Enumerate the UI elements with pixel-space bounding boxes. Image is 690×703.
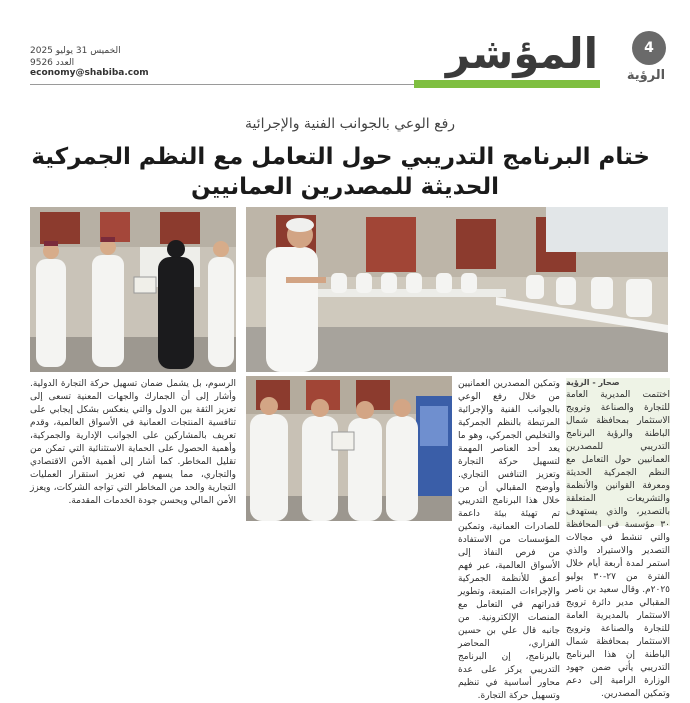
- photo-award-handover: [30, 207, 236, 372]
- issue-date: الخميس 31 يوليو 2025: [30, 46, 121, 56]
- article-paragraph: الرسوم، بل يشمل ضمان تسهيل حركة التجارة الدولية. وأشار إلى أن الجمارك والجهات المعنية تسعى إلى تعزيز الثقة بين الدول والتي ينعكس بشكل إيجابي على تنافسية المنتجات العمانية في الأسواق العالمية، وقدم تعريف بالمشاركين على الجوانب الإدارية والجمركية، وأهمية الحصول على الحماية الاستثنائية التي تمكن من تقليل المخاطر. كما أشار إلى أهمية الأمن الاقتصادي والتجاري، مما يسهم في تعزيز استقرار العمليات التجارية والحد من المخاطر التي تواجه الشركات، ويعزز الأمن المالي ويحسن جودة الخدمات المقدمة.: [30, 379, 236, 506]
- photo-training-hall: [246, 207, 668, 372]
- section-title: المؤشر: [445, 29, 598, 78]
- article-headline-line-2: الحديثة للمصدرين العمانيين: [190, 174, 499, 200]
- section-email[interactable]: economy@shabiba.com: [30, 68, 149, 78]
- newspaper-logo: الرؤية: [626, 68, 666, 83]
- article-column-1: [566, 378, 670, 699]
- issue-number: العدد 9526: [30, 58, 75, 68]
- photo-certificate-group: [246, 376, 452, 521]
- article-column-4: [30, 378, 236, 526]
- section-accent-bar: [414, 80, 600, 88]
- article-paragraph: وتمكين المصدرين العمانيين من خلال رفع الوعي بالجوانب الفنية والإجرائية المرتبطة بالنظم الجمركية والتخليص الجمركي، وهو ما يعد أحد العناصر المهمة لتسهيل حركة التجارة وتعزيز التنافس التجاري. وأوضح المقبالي أن من خلال هذا البرنامج التدريبي تم تهيئة بيئة داعمة للصادرات العمانية، وتمكين المؤسسات من الاستفادة من فرص النفاذ إلى الأسواق العالمية، عبر فهم أعمق للأنظمة الجمركية والإجراءات المتبعة، وتطوير قدراتهم في التعامل مع المنصات الإلكترونية. من جانبه قال علي بن حسين الفزاري، المحاضر بالبرنامج، إن البرنامج التدريبي يركز على عدة محاور أساسية في تنظيم وتسهيل حركة التجارة.: [458, 379, 560, 701]
- article-byline: صحار - الرؤية: [566, 378, 620, 387]
- article-headline-line-1: ختام البرنامج التدريبي حول التعامل مع النظم الجمركية: [31, 144, 650, 170]
- article-kicker: رفع الوعي بالجوانب الفنية والإجرائية: [244, 116, 456, 132]
- article-column-2: [458, 378, 560, 701]
- header-divider: [30, 84, 414, 85]
- page-number-badge: 4: [632, 31, 666, 65]
- article-paragraph: اختتمت المديرية العامة للتجارة والصناعة وترويج الاستثمار بمحافظة شمال الباطنة والرؤية البرنامج التدريبي للمصدرين العمانيين حول التعامل مع النظم الجمركية الحديثة ومعرفة القوانين والأنظمة والتشريعات المتعلقة بالتصدير، والذي يستهدف ٣٠ مؤسسة في المحافظة والتي تنشط في مجالات التصدير والاستيراد والذي استمر لمدة أربعة أيام خلال الفترة من ٢٧-٣٠ يوليو ٢٠٢٥م. وقال سعيد بن ناصر المقبالي مدير دائرة ترويج الاستثمار بالمديرية العامة للتجارة والصناعة وترويج الاستثمار بمحافظة شمال الباطنة إن هذا البرنامج التدريبي يأتي ضمن جهود الوزارة الرامية إلى دعم وتمكين المصدرين.: [566, 390, 670, 699]
